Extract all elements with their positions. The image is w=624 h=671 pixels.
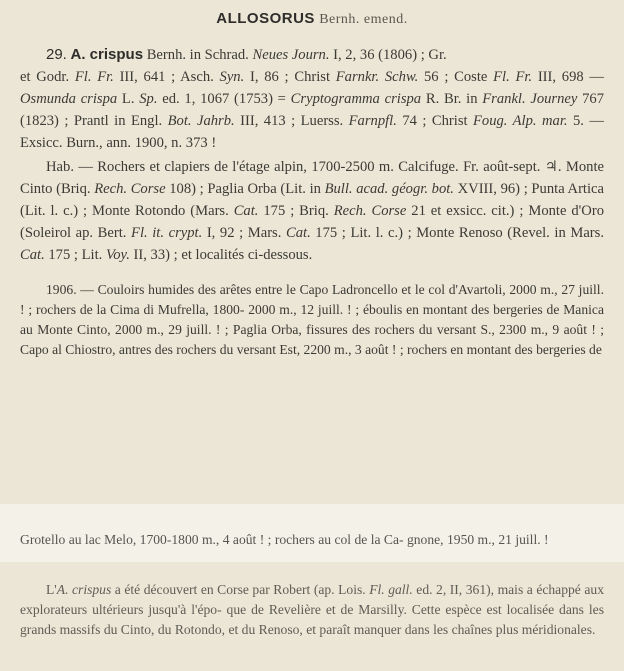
text-run: dans les chaînes plus méridionales. [404,621,596,637]
italic-citation: A. crispus [56,581,112,597]
page-title [20,10,604,28]
text-run: XVIII, 96) ; Punta Artica (Lit. l. c.) ; [20,181,604,219]
entry-line [143,47,447,63]
text-run: grands massifs du Cinto, du Rotondo, et du Renoso, et paraît manquer [20,621,402,637]
continuation-section [0,504,624,562]
text-run: R. Br. in [421,91,483,107]
paragraph-text [20,280,604,360]
italic-citation: Cat. [20,247,45,263]
text-run: Grotello au lac Melo, 1700-1800 m., 4 août ! ; rochers au col de la Ca- [20,531,404,547]
text-run: Bernh. in Schrad. [143,47,253,63]
continuation-lines [20,530,604,550]
text-run: I, 92 ; Mars. [202,225,286,241]
italic-citation: Farnpfl. [348,113,397,129]
italic-citation: Bot. Jahrb. [167,113,235,129]
text-run: Hab. — Rochers et clapiers de l'étage alpin, 1700-2500 m. Calcifuge. [46,159,459,175]
text-run: gnone, 1950 m., 21 juill. ! [406,531,549,547]
text-run: et localités ci-dessous. [181,247,313,263]
text-run: Lit. l. c.) ; Monte Renoso (Revel. in Mars. [350,225,604,241]
species-name: A. crispus [70,46,144,63]
italic-citation: Osmunda crispa [20,91,118,107]
genus-name: ALLOSORUS [216,10,315,27]
genus-author: Bernh. emend. [319,12,408,27]
italic-citation: Fl. it. crypt. [131,225,203,241]
remarks-section [0,566,624,653]
observations-section [20,280,604,360]
italic-citation: Fl. gall. [369,581,413,597]
italic-citation: Cat. [233,203,259,219]
species-line [20,44,604,66]
italic-citation: Cat. [285,225,311,241]
paragraph-text [20,580,604,640]
text-run: 175 ; [310,225,346,241]
species-number: 29. [46,46,67,63]
paragraph-text [20,66,604,154]
text-run: 2000 m., 12 juill. ! ; éboulis en montant des bergeries de Manica au [20,301,604,337]
text-run: III, 641 ; Asch. [113,69,220,85]
text-run: 108) ; Paglia Orba [165,181,277,197]
italic-citation: Rech. Corse [333,203,407,219]
text-run: L. [117,91,140,107]
habitat-lines [20,156,604,266]
text-run: et Godr. [20,69,75,85]
paragraph-text [20,530,604,550]
text-run: que de Revelière et de Marsilly. Cette espèce est localisée dans les [226,601,604,617]
text-run: Engl. [130,113,168,129]
text-run: 56 ; [418,69,449,85]
text-run: 1906. — Couloirs humides des arêtes entre le Capo Ladroncello et le col [46,281,446,297]
remark-lines [20,580,604,640]
text-run: I, 2, 36 (1806) ; Gr. [329,47,447,63]
text-run: III, 698 — [532,69,604,85]
paragraph-text [20,156,604,266]
italic-citation: Fl. Fr. [493,69,533,85]
text-run: versant Est, 2200 m., 3 août ! ; rochers en montant des bergeries de [236,341,602,357]
observation-lines [20,280,604,360]
text-run: 5. — Exsicc. Burn., ann. 1900, n. 373 ! [20,113,604,151]
text-run: II, 33) ; [129,247,178,263]
text-run: I, 86 ; Christ [244,69,336,85]
text-run: ed. 1, 1067 (1753) = [157,91,286,107]
italic-citation: Cryptogramma crispa [290,91,422,107]
italic-citation: Bull. acad. géogr. bot. [324,181,454,197]
text-run: Monte d'Oro (Soleirol ap. Bert. [20,203,605,241]
text-run: Monte Rotondo (Mars. [92,203,234,219]
italic-citation: Farnkr. Schw. [335,69,419,85]
text-run: Coste [454,69,494,85]
text-run: 175 ; Lit. [44,247,106,263]
habitat-section [20,156,604,266]
text-run: a été découvert en Corse par Robert (ap. Lois. [111,581,370,597]
italic-citation: Syn. [219,69,245,85]
italic-citation: Voy. [105,247,130,263]
text-run: 767 (1823) ; Prantl in [20,91,605,129]
text-run: L' [46,581,57,597]
text-run: versant S., 2300 m., 9 août ! ; Capo al Chiostro, antres des rochers du [20,321,604,357]
italic-citation: Sp. [139,91,158,107]
italic-citation: Frankl. Journey [482,91,578,107]
italic-citation: Rech. Corse [94,181,166,197]
text-run: III, 413 ; Luerss. [234,113,349,129]
text-run: 21 et exsicc. cit.) ; [406,203,524,219]
species-entry [20,44,604,154]
text-run: ed. 2, II, 361), mais a échappé aux explorateurs ultérieurs jusqu'à l'épo- [20,581,604,617]
text-run: 74 ; Christ [396,113,473,129]
text-run: Monte Cinto, 2000 m., 29 juill. ! ; Paglia Orba, fissures des rochers du [37,321,433,337]
text-run: (Lit. in [280,181,325,197]
italic-citation: Fl. Fr. [74,69,114,85]
text-run: d'Avartoli, 2000 m., 27 juill. ! ; rochers de la Cima di Mufrella, 1800- [20,281,604,317]
synonymy-lines [20,66,604,154]
italic-citation: Neues Journ. [252,47,330,63]
italic-citation: Foug. Alp. mar. [473,113,568,129]
text-run: Fr. août-sept. ♃. Monte Cinto (Briq. [20,159,604,197]
text-run: 175 ; Briq. [258,203,334,219]
